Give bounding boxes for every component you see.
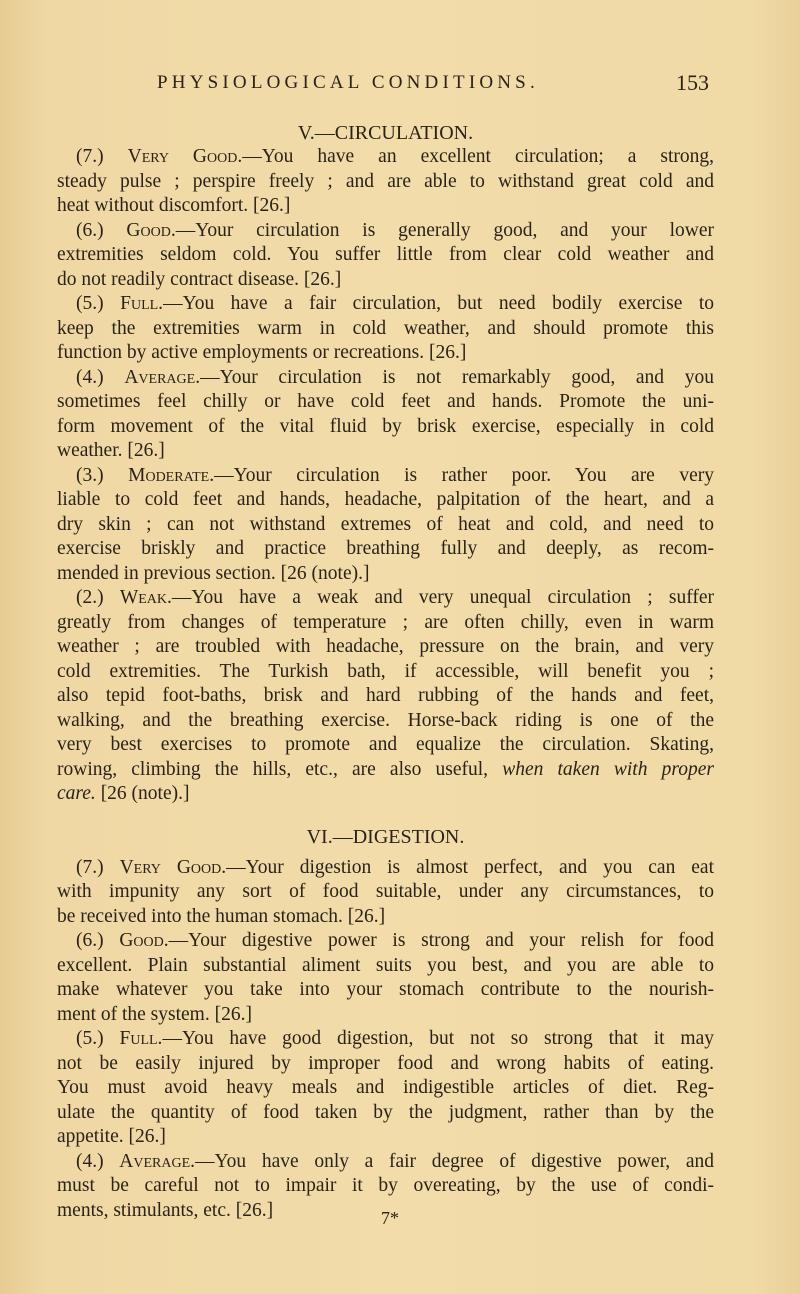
paragraph-number: (6.)	[76, 930, 104, 952]
paragraph-label: Good.	[119, 930, 169, 952]
text-line	[57, 880, 714, 905]
page-number: 153	[676, 70, 709, 95]
section-circulation	[57, 121, 714, 807]
text-line	[57, 758, 714, 783]
text-line	[57, 513, 714, 538]
line-text: —You have a fair circulation, but need bodily exercise to	[163, 293, 715, 315]
paragraph-label: Good.	[126, 219, 176, 241]
line-text: form movement of the vital fluid by brisk exercise, especially in cold	[57, 415, 714, 437]
line-text: —Your circulation is rather poor. You are very	[214, 464, 714, 486]
text-line	[57, 292, 714, 317]
text-line	[57, 978, 714, 1003]
line-text: not be easily injured by improper food and wrong habits of eating.	[57, 1052, 714, 1074]
signature-mark: 7*	[381, 1208, 399, 1228]
paragraph-label: Average.	[124, 366, 201, 388]
text-line	[57, 562, 714, 587]
line-text: with impunity any sort of food suitable, under any circumstances, to	[57, 881, 714, 903]
paragraph-label: Very Good.	[119, 856, 227, 878]
text-line	[57, 856, 714, 881]
text-line	[57, 243, 714, 268]
line-text: ulate the quantity of food taken by the judgment, rather than by the	[57, 1101, 714, 1123]
text-line	[57, 905, 714, 930]
line-text: function by active employments or recreations. [26.]	[57, 342, 467, 364]
text-line	[57, 194, 714, 219]
text-line	[57, 1052, 714, 1077]
text-line	[57, 586, 714, 611]
line-text: —Your circulation is generally good, and your lower	[175, 219, 714, 241]
text-line	[57, 1125, 714, 1150]
paragraph-label: Average.	[119, 1150, 196, 1172]
line-text: heat without discomfort. [26.]	[57, 195, 291, 217]
paragraph-number: (5.)	[76, 1028, 104, 1050]
section-heading: VI.—DIGESTION.	[306, 825, 465, 848]
line-text: make whatever you take into your stomach contribute to the nourish-	[57, 979, 714, 1001]
text-line	[57, 733, 714, 758]
line-text: [26 (note).]	[95, 783, 190, 805]
line-text: also tepid foot-baths, brisk and hard rubbing of the hands and feet,	[57, 685, 714, 707]
line-text: cold extremities. The Turkish bath, if accessible, will benefit you ;	[57, 660, 714, 682]
text-line	[57, 415, 714, 440]
line-text: walking, and the breathing exercise. Horse-back riding is one of the	[57, 709, 714, 731]
line-text: —Your circulation is not remarkably good, and you	[200, 366, 715, 388]
paragraph-label: Very Good.	[127, 146, 243, 168]
line-text: —You have only a fair degree of digestive power, and	[195, 1150, 714, 1172]
line-text: greatly from changes of temperature ; are often chilly, even in warm	[57, 611, 714, 633]
line-text: sometimes feel chilly or have cold feet and hands. Promote the uni-	[57, 391, 714, 413]
text-line	[57, 1003, 714, 1028]
paragraph-label: Full.	[119, 1028, 163, 1050]
paragraph-label: Moderate.	[128, 464, 215, 486]
running-header-title: PHYSIOLOGICAL CONDITIONS.	[157, 72, 539, 93]
paragraph	[57, 366, 714, 464]
paragraph-number: (4.)	[76, 1150, 104, 1172]
line-text: extremities seldom cold. You suffer little from clear cold weather and	[57, 244, 714, 266]
line-text: do not readily contract disease. [26.]	[57, 268, 342, 290]
line-text: exercise briskly and practice breathing fully and deeply, as recom-	[57, 538, 714, 560]
paragraph-label: Weak.	[119, 587, 172, 609]
text-line	[57, 390, 714, 415]
paragraph-number: (7.)	[76, 146, 104, 168]
line-text: liable to cold feet and hands, headache, palpitation of the heart, and a	[57, 489, 714, 511]
text-line	[57, 929, 714, 954]
paragraph	[57, 586, 714, 807]
paragraph	[57, 856, 714, 930]
paragraph	[57, 219, 714, 293]
text-line	[57, 1150, 714, 1175]
line-text: ments, stimulants, etc. [26.]	[57, 1199, 274, 1221]
text-line	[57, 684, 714, 709]
paragraph	[57, 145, 714, 219]
paragraph	[57, 292, 714, 366]
line-text: must be careful not to impair it by overeating, by the use of condi-	[57, 1175, 714, 1197]
line-text: steady pulse ; perspire freely ; and are able to withstand great cold and	[57, 170, 714, 192]
text-line	[57, 145, 714, 170]
text-line	[57, 439, 714, 464]
line-text: —You have a weak and very unequal circulation ; suffer	[171, 587, 714, 609]
italic-text: care.	[57, 783, 96, 805]
line-text: ment of the system. [26.]	[57, 1003, 252, 1025]
paragraph-number: (6.)	[76, 219, 104, 241]
text-line	[57, 488, 714, 513]
text-line	[57, 219, 714, 244]
text-line	[57, 317, 714, 342]
line-text: weather ; are troubled with headache, pressure on the brain, and very	[57, 636, 714, 658]
line-text: —You have an excellent circulation; a strong,	[242, 146, 715, 168]
text-line	[57, 660, 714, 685]
line-text: —Your digestion is almost perfect, and you can eat	[226, 856, 714, 878]
text-line	[57, 954, 714, 979]
paragraph-number: (2.)	[76, 587, 104, 609]
section-digestion	[57, 825, 714, 1224]
text-line	[57, 537, 714, 562]
line-text: excellent. Plain substantial aliment suits you best, and you are able to	[57, 954, 714, 976]
text-line	[57, 1027, 714, 1052]
line-text: very best exercises to promote and equalize the circulation. Skating,	[57, 734, 714, 756]
text-line	[57, 268, 714, 293]
line-text: You must avoid heavy meals and indigestible articles of diet. Reg-	[57, 1077, 714, 1099]
line-text: weather. [26.]	[57, 440, 165, 462]
paragraph	[57, 464, 714, 587]
italic-text: when taken with proper	[502, 758, 714, 780]
text-line	[57, 1101, 714, 1126]
text-line	[57, 464, 714, 489]
text-line	[57, 1174, 714, 1199]
text-line	[57, 709, 714, 734]
paragraph-number: (3.)	[76, 464, 104, 486]
line-text: dry skin ; can not withstand extremes of heat and cold, and need to	[57, 513, 714, 535]
line-text: rowing, climbing the hills, etc., are also useful,	[57, 758, 503, 780]
text-line	[57, 611, 714, 636]
line-text: appetite. [26.]	[57, 1126, 166, 1148]
paragraph-number: (5.)	[76, 293, 104, 315]
text-line	[57, 170, 714, 195]
line-text: mended in previous section. [26 (note).]	[57, 562, 370, 584]
text-line	[57, 366, 714, 391]
line-text: —You have good digestion, but not so strong that it may	[162, 1028, 715, 1050]
section-heading: V.—CIRCULATION.	[297, 121, 474, 144]
paragraph	[57, 1027, 714, 1150]
text-line	[57, 341, 714, 366]
line-text: keep the extremities warm in cold weather, and should promote this	[57, 317, 714, 339]
paragraph-label: Full.	[120, 293, 164, 315]
paragraph	[57, 929, 714, 1027]
paragraph-number: (4.)	[76, 366, 104, 388]
text-line	[57, 782, 714, 807]
text-line	[57, 635, 714, 660]
line-text: —Your digestive power is strong and your relish for food	[168, 930, 714, 952]
line-text: be received into the human stomach. [26.]	[57, 905, 386, 927]
text-line	[57, 1076, 714, 1101]
paragraph-number: (7.)	[76, 856, 104, 878]
